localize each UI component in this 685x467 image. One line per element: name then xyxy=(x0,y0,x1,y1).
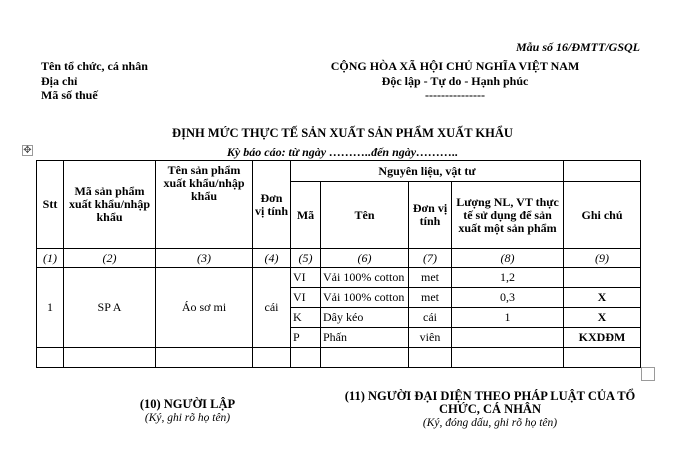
preparer-signature-block xyxy=(110,398,265,425)
header-material-name: Tên xyxy=(321,182,409,249)
empty-cell[interactable] xyxy=(564,348,641,368)
org-address-label: Địa chỉ xyxy=(41,73,78,88)
org-tax-code-label: Mã số thuế xyxy=(41,88,98,102)
empty-cell[interactable] xyxy=(452,348,564,368)
empty-cell[interactable] xyxy=(156,348,253,368)
header-note: Ghi chú xyxy=(564,182,641,249)
column-number: (2) xyxy=(64,249,156,268)
column-number: (6) xyxy=(321,249,409,268)
table-move-handle-icon[interactable]: ✥ xyxy=(23,145,32,156)
material-quantity[interactable]: 0,3 xyxy=(452,288,564,308)
material-name[interactable]: Dây kéo xyxy=(321,308,409,328)
heading-separator: --------------- xyxy=(425,88,485,102)
empty-cell[interactable] xyxy=(291,348,321,368)
material-note[interactable]: X xyxy=(564,308,641,328)
empty-cell[interactable] xyxy=(253,348,291,368)
national-heading xyxy=(300,59,610,103)
table-row xyxy=(37,268,641,288)
product-code[interactable]: SP A xyxy=(64,268,156,348)
representative-signature-block xyxy=(335,390,645,430)
header-material-unit: Đơn vị tính xyxy=(409,182,452,249)
table-resize-handle-icon[interactable] xyxy=(641,367,655,381)
org-name-label: Tên tổ chức, cá nhân xyxy=(41,59,148,73)
column-number: (5) xyxy=(291,249,321,268)
preparer-title: (10) NGƯỜI LẬP xyxy=(139,397,236,411)
reporting-period[interactable]: Kỳ báo cáo: từ ngày ………..đến ngày……….. xyxy=(226,145,459,159)
material-note[interactable]: X xyxy=(564,288,641,308)
material-unit[interactable]: cái xyxy=(409,308,452,328)
empty-cell[interactable] xyxy=(64,348,156,368)
table-row-empty xyxy=(37,348,641,368)
material-unit[interactable]: met xyxy=(409,288,452,308)
nation-motto: Độc lập - Tự do - Hạnh phúc xyxy=(381,73,529,88)
norms-table xyxy=(36,160,641,368)
form-number: Mẫu số 16/ĐMTT/GSQL xyxy=(515,40,640,54)
material-note[interactable] xyxy=(564,268,641,288)
nation-name: CỘNG HÒA XÃ HỘI CHỦ NGHĨA VIỆT NAM xyxy=(330,59,580,73)
representative-title: (11) NGƯỜI ĐẠI DIỆN THEO PHÁP LUẬT CỦA TỔ CHỨC, CÁ NHÂN xyxy=(344,389,636,416)
material-quantity[interactable] xyxy=(452,328,564,348)
column-number: (3) xyxy=(156,249,253,268)
empty-cell[interactable] xyxy=(409,348,452,368)
product-name[interactable]: Áo sơ mi xyxy=(156,268,253,348)
header-stt: Stt xyxy=(37,161,64,249)
product-stt[interactable]: 1 xyxy=(37,268,64,348)
column-number: (7) xyxy=(409,249,452,268)
material-quantity[interactable]: 1,2 xyxy=(452,268,564,288)
material-name[interactable]: Phấn xyxy=(321,328,409,348)
empty-cell[interactable] xyxy=(321,348,409,368)
preparer-note: (Ký, ghi rõ họ tên) xyxy=(144,412,231,424)
header-unit: Đơn vị tính xyxy=(253,161,291,249)
material-unit[interactable]: viên xyxy=(409,328,452,348)
material-name[interactable]: Vải 100% cotton xyxy=(321,268,409,288)
document-title: ĐỊNH MỨC THỰC TẾ SẢN XUẤT SẢN PHẨM XUẤT KHẨU xyxy=(172,126,513,140)
material-note[interactable]: KXDĐM xyxy=(564,328,641,348)
header-product-code: Mã sản phẩm xuất khẩu/nhập khẩu xyxy=(64,161,156,249)
header-product-name: Tên sản phẩm xuất khẩu/nhập khẩu xyxy=(156,161,253,249)
header-materials-group: Nguyên liệu, vật tư xyxy=(291,161,564,182)
header-material-code: Mã xyxy=(291,182,321,249)
header-empty xyxy=(564,161,641,182)
material-code[interactable]: VI xyxy=(291,268,321,288)
column-number: (1) xyxy=(37,249,64,268)
material-code[interactable]: K xyxy=(291,308,321,328)
representative-note: (Ký, đóng dấu, ghi rõ họ tên) xyxy=(422,417,558,429)
material-name[interactable]: Vải 100% cotton xyxy=(321,288,409,308)
organization-info-block xyxy=(41,59,148,103)
material-code[interactable]: P xyxy=(291,328,321,348)
column-number: (9) xyxy=(564,249,641,268)
empty-cell[interactable] xyxy=(37,348,64,368)
material-quantity[interactable]: 1 xyxy=(452,308,564,328)
column-number-row xyxy=(37,249,641,268)
header-material-quantity: Lượng NL, VT thực tế sử dụng để sản xuất một sản phẩm xyxy=(452,182,564,249)
material-unit[interactable]: met xyxy=(409,268,452,288)
column-number: (4) xyxy=(253,249,291,268)
product-unit[interactable]: cái xyxy=(253,268,291,348)
material-code[interactable]: VI xyxy=(291,288,321,308)
column-number: (8) xyxy=(452,249,564,268)
